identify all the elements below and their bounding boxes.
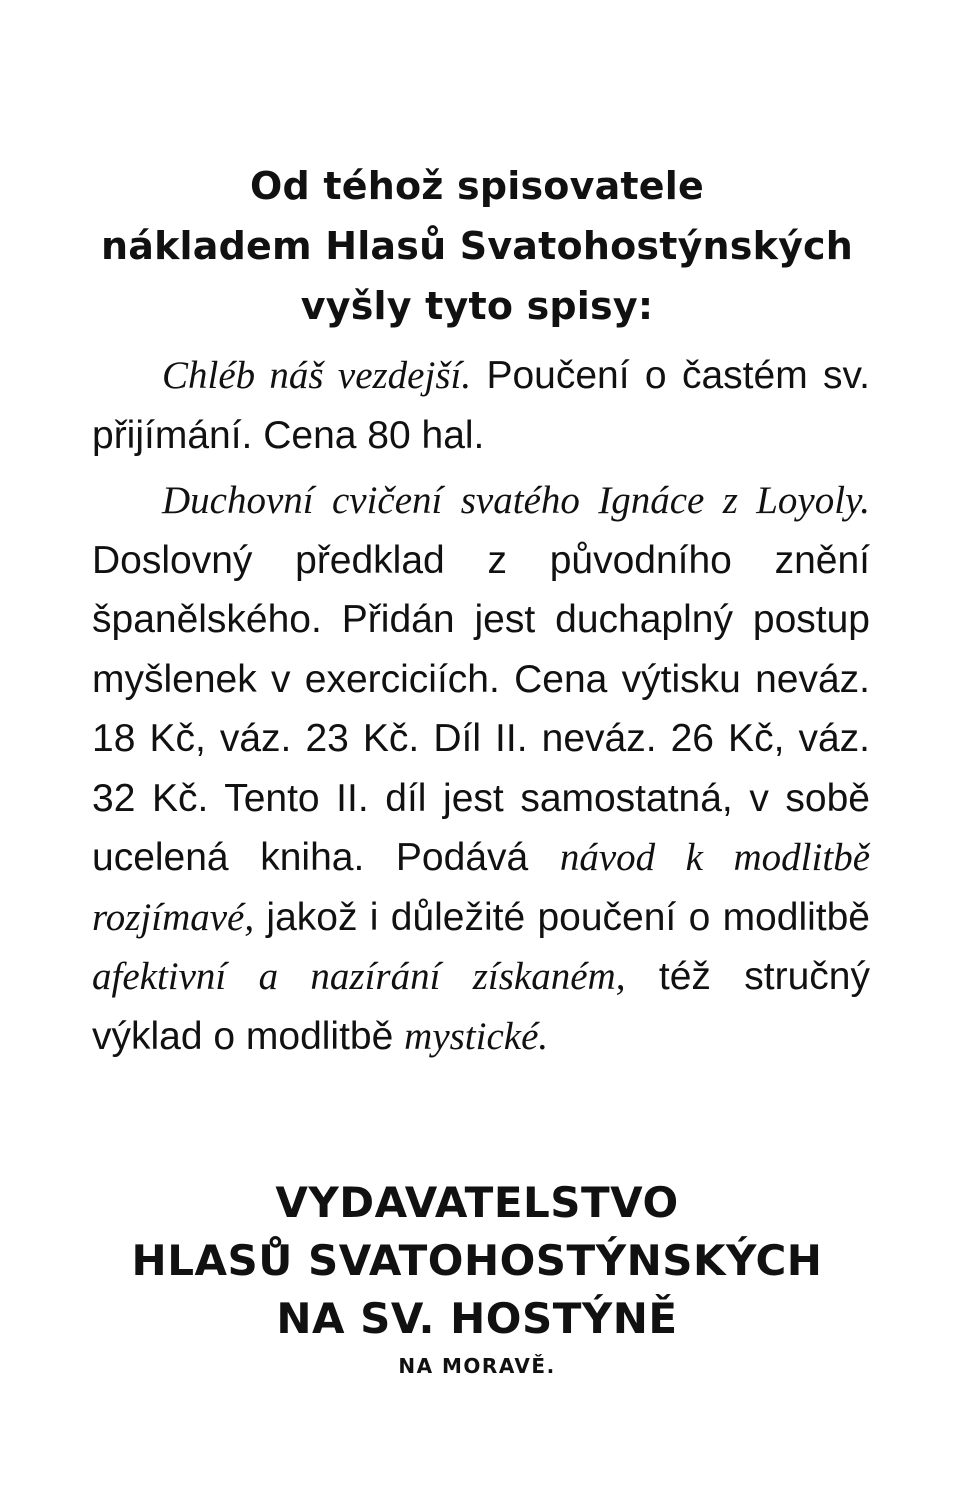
list-item — [92, 471, 870, 1066]
book-description-cont: jakož i důležité poučení o modlitbě — [254, 895, 870, 939]
book-description: Doslovný předklad z původního znění španělského. Přidán jest duchaplný postup myšlenek v exerciciích. Cena výtisku neváz. 18 Kč, váz. 23 Kč. Díl II. neváz. 26 Kč, váz. 32 Kč. Tento II. díl jest samostatná, v sobě ucelená kniha. Podává — [92, 538, 870, 879]
emphasis-text: mystické. — [404, 1014, 549, 1058]
publisher-imprint — [60, 1174, 894, 1384]
book-title: Chléb náš vezdejší. — [162, 354, 472, 397]
book-list — [92, 346, 870, 1066]
publisher-line-4: NA MORAVĚ. — [398, 1354, 556, 1378]
publisher-line-1: VYDAVATELSTVO — [275, 1178, 679, 1227]
publisher-line-3: NA SV. HOSTÝNĚ — [276, 1294, 678, 1343]
book-title: Duchovní cvičení svatého Ignáce z Loyoly. — [162, 479, 870, 522]
emphasis-text: návod k modlitbě rozjímavé, — [92, 836, 870, 939]
list-item — [92, 346, 870, 465]
publisher-line-2: HLASŮ SVATOHOSTÝNSKÝCH — [131, 1236, 823, 1285]
book-description-cont: též stručný výklad o modlitbě — [92, 955, 870, 1058]
page-heading — [60, 156, 894, 336]
heading-line-2: nákladem Hlasů Svatohostýnských — [100, 224, 854, 268]
emphasis-text: afektivní a nazírání získaném, — [92, 955, 626, 998]
heading-line-1: Od téhož spisovatele — [250, 164, 704, 208]
heading-line-3: vyšly tyto spisy: — [300, 284, 654, 328]
book-description: Poučení o častém sv. přijímání. Cena 80 hal. — [92, 354, 870, 457]
